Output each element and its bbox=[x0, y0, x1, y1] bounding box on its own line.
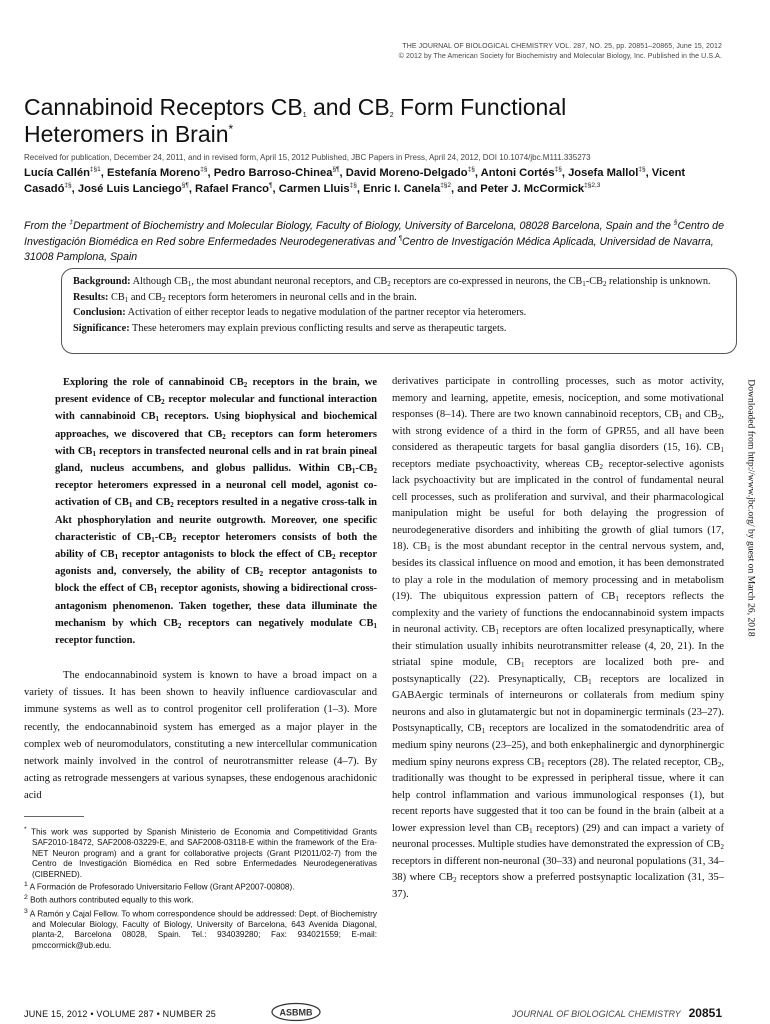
title-part: and CB bbox=[306, 94, 390, 120]
footnote-3: $^3$ A Ramón y Cajal Fellow. To whom correspondence should be addressed: Dept. of Biochemistry and Molecular Biology, Faculty of Biology, University of Barcelona, 643 Avenida Diagonal, planta-2, Barcelona 08028, Spain. Tel.: 934039280; Fax: 934021559; E-mail: pmccormick@ub.edu. bbox=[24, 907, 377, 950]
footer-journal bbox=[512, 1006, 722, 1020]
copyright-line: © 2012 by The American Society for Biochemistry and Molecular Biology, Inc. Published in the U.S.A. bbox=[398, 53, 722, 60]
title-part: Form Functional bbox=[393, 94, 567, 120]
author-affiliation-mark: ‡§2,3 bbox=[584, 181, 601, 189]
author-affiliation-mark: ¶ bbox=[269, 181, 273, 189]
author-affiliation-mark: ‡§ bbox=[467, 166, 475, 173]
download-watermark bbox=[740, 368, 762, 648]
footnotes bbox=[24, 825, 377, 951]
journal-header bbox=[399, 42, 722, 62]
title-part: Cannabinoid Receptors CB bbox=[24, 94, 303, 120]
structured-summary-box bbox=[61, 268, 737, 354]
author-affiliation-mark: ‡§1 bbox=[89, 166, 101, 173]
asbmb-logo bbox=[270, 1002, 322, 1022]
author[interactable]: José Luis Lanciego§¶ bbox=[77, 181, 189, 195]
footer-issue: JUNE 15, 2012 • VOLUME 287 • NUMBER 25 bbox=[24, 1009, 216, 1019]
abstract: Exploring the role of cannabinoid $CB_2$ receptors in the brain, we present evidence of $CB_2$ receptor molecular and functional interaction with cannabinoid $CB_1$ receptors. Using biophysical and biochemical approaches, we discovered that $CB_2$ receptors can form heteromers with $CB_1$ receptors in transfected neuronal cells and in rat brain pineal gland, nucleus accumbens, and globus pallidus. Within $CB_1-CB_2$ receptor heteromers expressed in a neuronal cell model, agonist co-activation of $CB_1$ and $CB_2$ receptors resulted in a negative cross-talk in Akt phosphorylation and neurite outgrowth. Moreover, one specific characteristic of $CB_1-CB_2$ receptor heteromers consists of both the ability of $CB_1$ receptor antagonists to block the effect of $CB_2$ receptor agonists and, conversely, the ability of $CB_2$ receptor antagonists to block the effect of $CB_1$ receptor agonists, showing a bidirectional cross-antagonism phenomenon. Taken together, these data illuminate the mechanism by which $CB_2$ receptors can negatively modulate $CB_1$ receptor function. bbox=[55, 377, 378, 647]
author-affiliation-mark: ‡§2 bbox=[440, 181, 452, 189]
author-affiliation-mark: ‡§ bbox=[638, 166, 646, 173]
author[interactable]: Rafael Franco¶ bbox=[195, 181, 273, 195]
author[interactable]: Estefanía Moreno‡§ bbox=[106, 166, 208, 179]
footnote-divider bbox=[24, 816, 84, 817]
summary-background: Background: Although $CB_1$, the most abundant neuronal receptors, and $CB_2$ receptors are co-expressed in neurons, the $CB_1-CB_2$ relationship is unknown. bbox=[73, 276, 711, 288]
title-line-2: Heteromers in Brain bbox=[24, 121, 229, 147]
right-column-text: derivatives participate in controlling processes, such as motor activity, memory and learning, appetite, emesis, nociception, and some motivational responses (8–14). There are two known cannabinoid receptors, $CB_1$ and $CB_2$, with strong evidence of a third in the form of GPR55, and all have been considered as therapeutic targets for basal ganglia disorders (15, 16). $CB_1$ receptors mediate psychoactivity, whereas $CB_2$ receptor-selective agonists lack psychoactivity but are implicated in the control of fundamental neural cell processes, such as proliferation and survival, and their pharmacological manipulation might be useful for both delaying the progression of neurodegenerative disorders and inhibiting the growth of glial tumors (17, 18). $CB_1$ is the most abundant receptor in the central nervous system, and, besides its classical influence on mood and emotion, it has been demonstrated to play a role in the modulation of memory processing and in metabolism (19). The ubiquitous expression pattern of $CB_1$ receptors reflects the complexity and the variety of functions the endocannabinoid system impacts in neuronal activity. $CB_1$ receptors are often localized presynaptically, where their stimulation usually inhibits neurotransmitter release (4, 20, 21). In the striatal spine module, $CB_1$ receptors are localized both pre- and postsynaptically (22). Presynaptically, $CB_1$ receptors are localized in GABAergic terminals of interneurons or collaterals from medium spiny neurons and also in glutamatergic but not in dopaminergic terminals (23–27). Postsynaptically, $CB_1$ receptors are localized in the somatodendritic area of medium spiny neurons (23–25), and both enkephalinergic and dynorphinergic medium spiny neurons express $CB_1$ receptors (28). The related receptor, $CB_2$, traditionally was thought to be expressed in peripheral tissue, where it can help control inflammation and various immunological responses (1), but recent reports have suggested that it too can be found in the brain (albeit at a lower expression level than $CB_1$ receptors) (29) and can impact a variety of neuronal processes. Multiple studies have demonstrated the expression of $CB_2$ receptors in different non-neuronal (30–33) and neuronal populations (31, 34–38) where $CB_2$ receptors show a preferred postsynaptic localization (31, 35–37). bbox=[392, 376, 725, 900]
author[interactable]: Josefa Mallol‡§ bbox=[568, 166, 646, 179]
article-title bbox=[24, 94, 724, 148]
summary-results: Results: $CB_1$ and $CB_2$ receptors form heteromers in neuronal cells and in the brain. bbox=[73, 291, 417, 304]
download-notice[interactable]: Downloaded from http://www.jbc.org/ by guest on March 26, 2018 bbox=[745, 379, 757, 637]
summary-significance: Significance: These heteromers may explain previous conflicting results and serve as therapeutic targets. bbox=[73, 322, 507, 334]
received-dates: Received for publication, December 24, 2011, and in revised form, April 15, 2012 Published, JBC Papers in Press, April 24, 2012, DOI 10.1074/jbc.M111.335273 bbox=[24, 153, 591, 162]
author-list: Lucía Callén$^{\ddagger\S 1}$, Estefanía Moreno‡§, Pedro Barroso-Chinea§¶, David Moreno-Delgado‡§, Antoni Cortés‡§, Josefa Mallol‡§, Vicent Casadó‡§, José Luis Lanciego§¶, Rafael Franco¶, Carmen Lluis‡§, Enric I. Canela$^{\ddagger\S 2}$, and Peter J. McCormick$^{\ddagger\S 2,3}$ bbox=[24, 166, 686, 195]
author-affiliation-mark: ‡§ bbox=[349, 181, 357, 189]
author-affiliation-mark: ‡§ bbox=[554, 166, 562, 173]
author-affiliation-mark: §¶ bbox=[332, 166, 340, 173]
footnote-1: $^1$ A Formación de Profesorado Universitario Fellow (Grant AP2007-00808). bbox=[24, 881, 295, 892]
title-sub: 1 bbox=[302, 112, 307, 119]
title-sub: 2 bbox=[389, 112, 394, 119]
author-affiliation-mark: ‡§ bbox=[200, 166, 208, 173]
journal-citation: THE JOURNAL OF BIOLOGICAL CHEMISTRY VOL. 287, NO. 25, pp. 20851–20865, June 15, 2012 bbox=[402, 43, 722, 50]
footnote-2: $^2$ Both authors contributed equally to this work. bbox=[24, 894, 194, 906]
author[interactable]: David Moreno-Delgado‡§ bbox=[345, 166, 475, 179]
title-footnote-mark[interactable]: * bbox=[228, 122, 234, 136]
page-number: 20851 bbox=[688, 1006, 722, 1020]
footer-journal-name: JOURNAL OF BIOLOGICAL CHEMISTRY bbox=[511, 1009, 681, 1019]
author-affiliation-mark: ‡§ bbox=[64, 181, 72, 189]
author[interactable]: Carmen Lluis‡§ bbox=[278, 181, 357, 195]
author-affiliation-mark: §¶ bbox=[181, 181, 189, 189]
asbmb-logo-text: ASBMB bbox=[279, 1007, 313, 1018]
author[interactable]: Antoni Cortés‡§ bbox=[480, 166, 562, 179]
affiliations: From the ‡Department of Biochemistry and Molecular Biology, Faculty of Biology, University of Barcelona, 08028 Barcelona, Spain and the §Centro de Investigación Biomédica en Red sobre Enfermedades Neurodegenerativas and ¶Centro de Investigación Médica Aplicada, Universidad de Navarra, 31008 Pamplona, Spain bbox=[24, 219, 724, 263]
author[interactable]: Vicent Casadó‡§ bbox=[24, 167, 686, 195]
introduction-paragraph: The endocannabinoid system is known to have a broad impact on a variety of tissues. It has been shown to heavily influence cardiovascular and immune systems as well as to control progenitor cell proliferation (1–3). More recently, the endocannabinoid system has emerged as a major player in the complex web of neuromodulators, constituting a new intercellular communication network mainly involved in the control of neurotransmitter release (4–7). By acting as retrograde messengers at various synapses, these endogenous arachidonic acid bbox=[24, 670, 377, 802]
author[interactable]: Lucía Callén$^{\ddagger\S 1}$ bbox=[24, 166, 101, 179]
summary-conclusion: Conclusion: Activation of either receptor leads to negative modulation of the partner receptor via heteromers. bbox=[73, 307, 527, 318]
author[interactable]: Enric I. Canela$^{\ddagger\S 2}$ bbox=[363, 181, 452, 195]
footnote-funding: * This work was supported by Spanish Ministerio de Economia and Competitividad Grants SAF2010-18472, SAF2008-03229-E, and SAF2008-03118-E within the framework of the Era-NET Neuron program) and a grant for collaborative projects (Grant PI2011/02-7) from the Centro de Investigación Biomédica en Red sobre Enfermedades Neurodegenerativas (CIBERNED). bbox=[24, 826, 377, 879]
author[interactable]: Pedro Barroso-Chinea§¶ bbox=[213, 166, 340, 179]
author[interactable]: Peter J. McCormick$^{\ddagger\S 2,3}$ bbox=[480, 181, 601, 195]
